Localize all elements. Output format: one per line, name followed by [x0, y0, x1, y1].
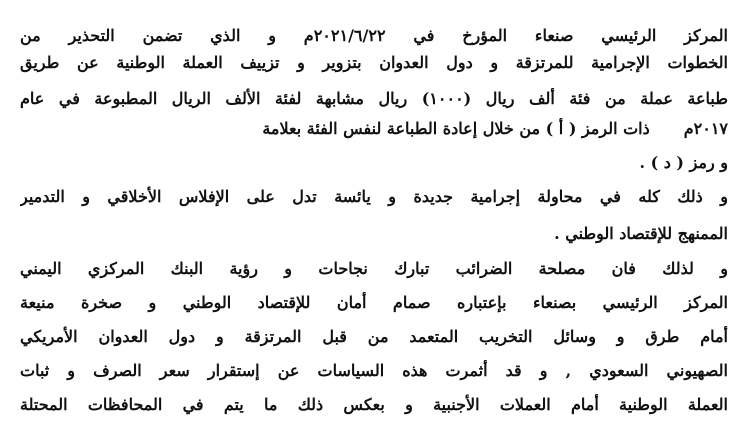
text-line-3: طباعة عملة من فئة ألف ريال (١٠٠٠) ريال مشابهة لفئة الألف الريال المطبوعة في عام — [20, 89, 728, 108]
text-line-11: الصهيوني السعودي , و قد أثمرت هذه السياسات عن إستقرار سعر الصرف و ثبات — [20, 361, 728, 380]
text-line-12: العملة الوطنية أمام العملات الأجنبية و بعكس ذلك ما يتم في المحافظات المحتلة — [20, 395, 728, 414]
text-line-8: و لذلك فان مصلحة الضرائب تبارك نجاحات و رؤية البنك المركزي اليمني — [20, 259, 728, 278]
year-text: ٢٠١٧م — [683, 119, 728, 138]
text-line-2: الخطوات الإجرامية للمرتزقة و دول العدوان بتزوير و تزييف العملة الوطنية عن طريق — [20, 53, 728, 72]
text-line-5: و رمز ( د ) . — [639, 153, 728, 172]
text-line-9: المركز الرئيسي بصنعاء بإعتباره صمام أمان للإقتصاد الوطني و صخرة منيعة — [20, 293, 728, 312]
text-line-10: أمام طرق و وسائل التخريب المتعمد من قبل المرتزقة و دول العدوان الأمريكي — [20, 327, 728, 346]
text-line-1: المركز الرئيسي صنعاء المؤرخ في ٢٠٢١/٦/٢٢م و الذي تضمن التحذير من — [20, 26, 728, 45]
text-line-4 — [20, 118, 728, 142]
symbol-text: ذات الرمز ( أ ) من خلال إعادة الطباعة لنفس الفئة بعلامة — [262, 119, 650, 138]
text-line-6: و ذلك كله في محاولة إجرامية جديدة و يائسة تدل على الإفلاس الأخلاقي و التدمير — [20, 187, 728, 206]
text-line-7: الممنهج للإقتصاد الوطني . — [554, 224, 728, 243]
